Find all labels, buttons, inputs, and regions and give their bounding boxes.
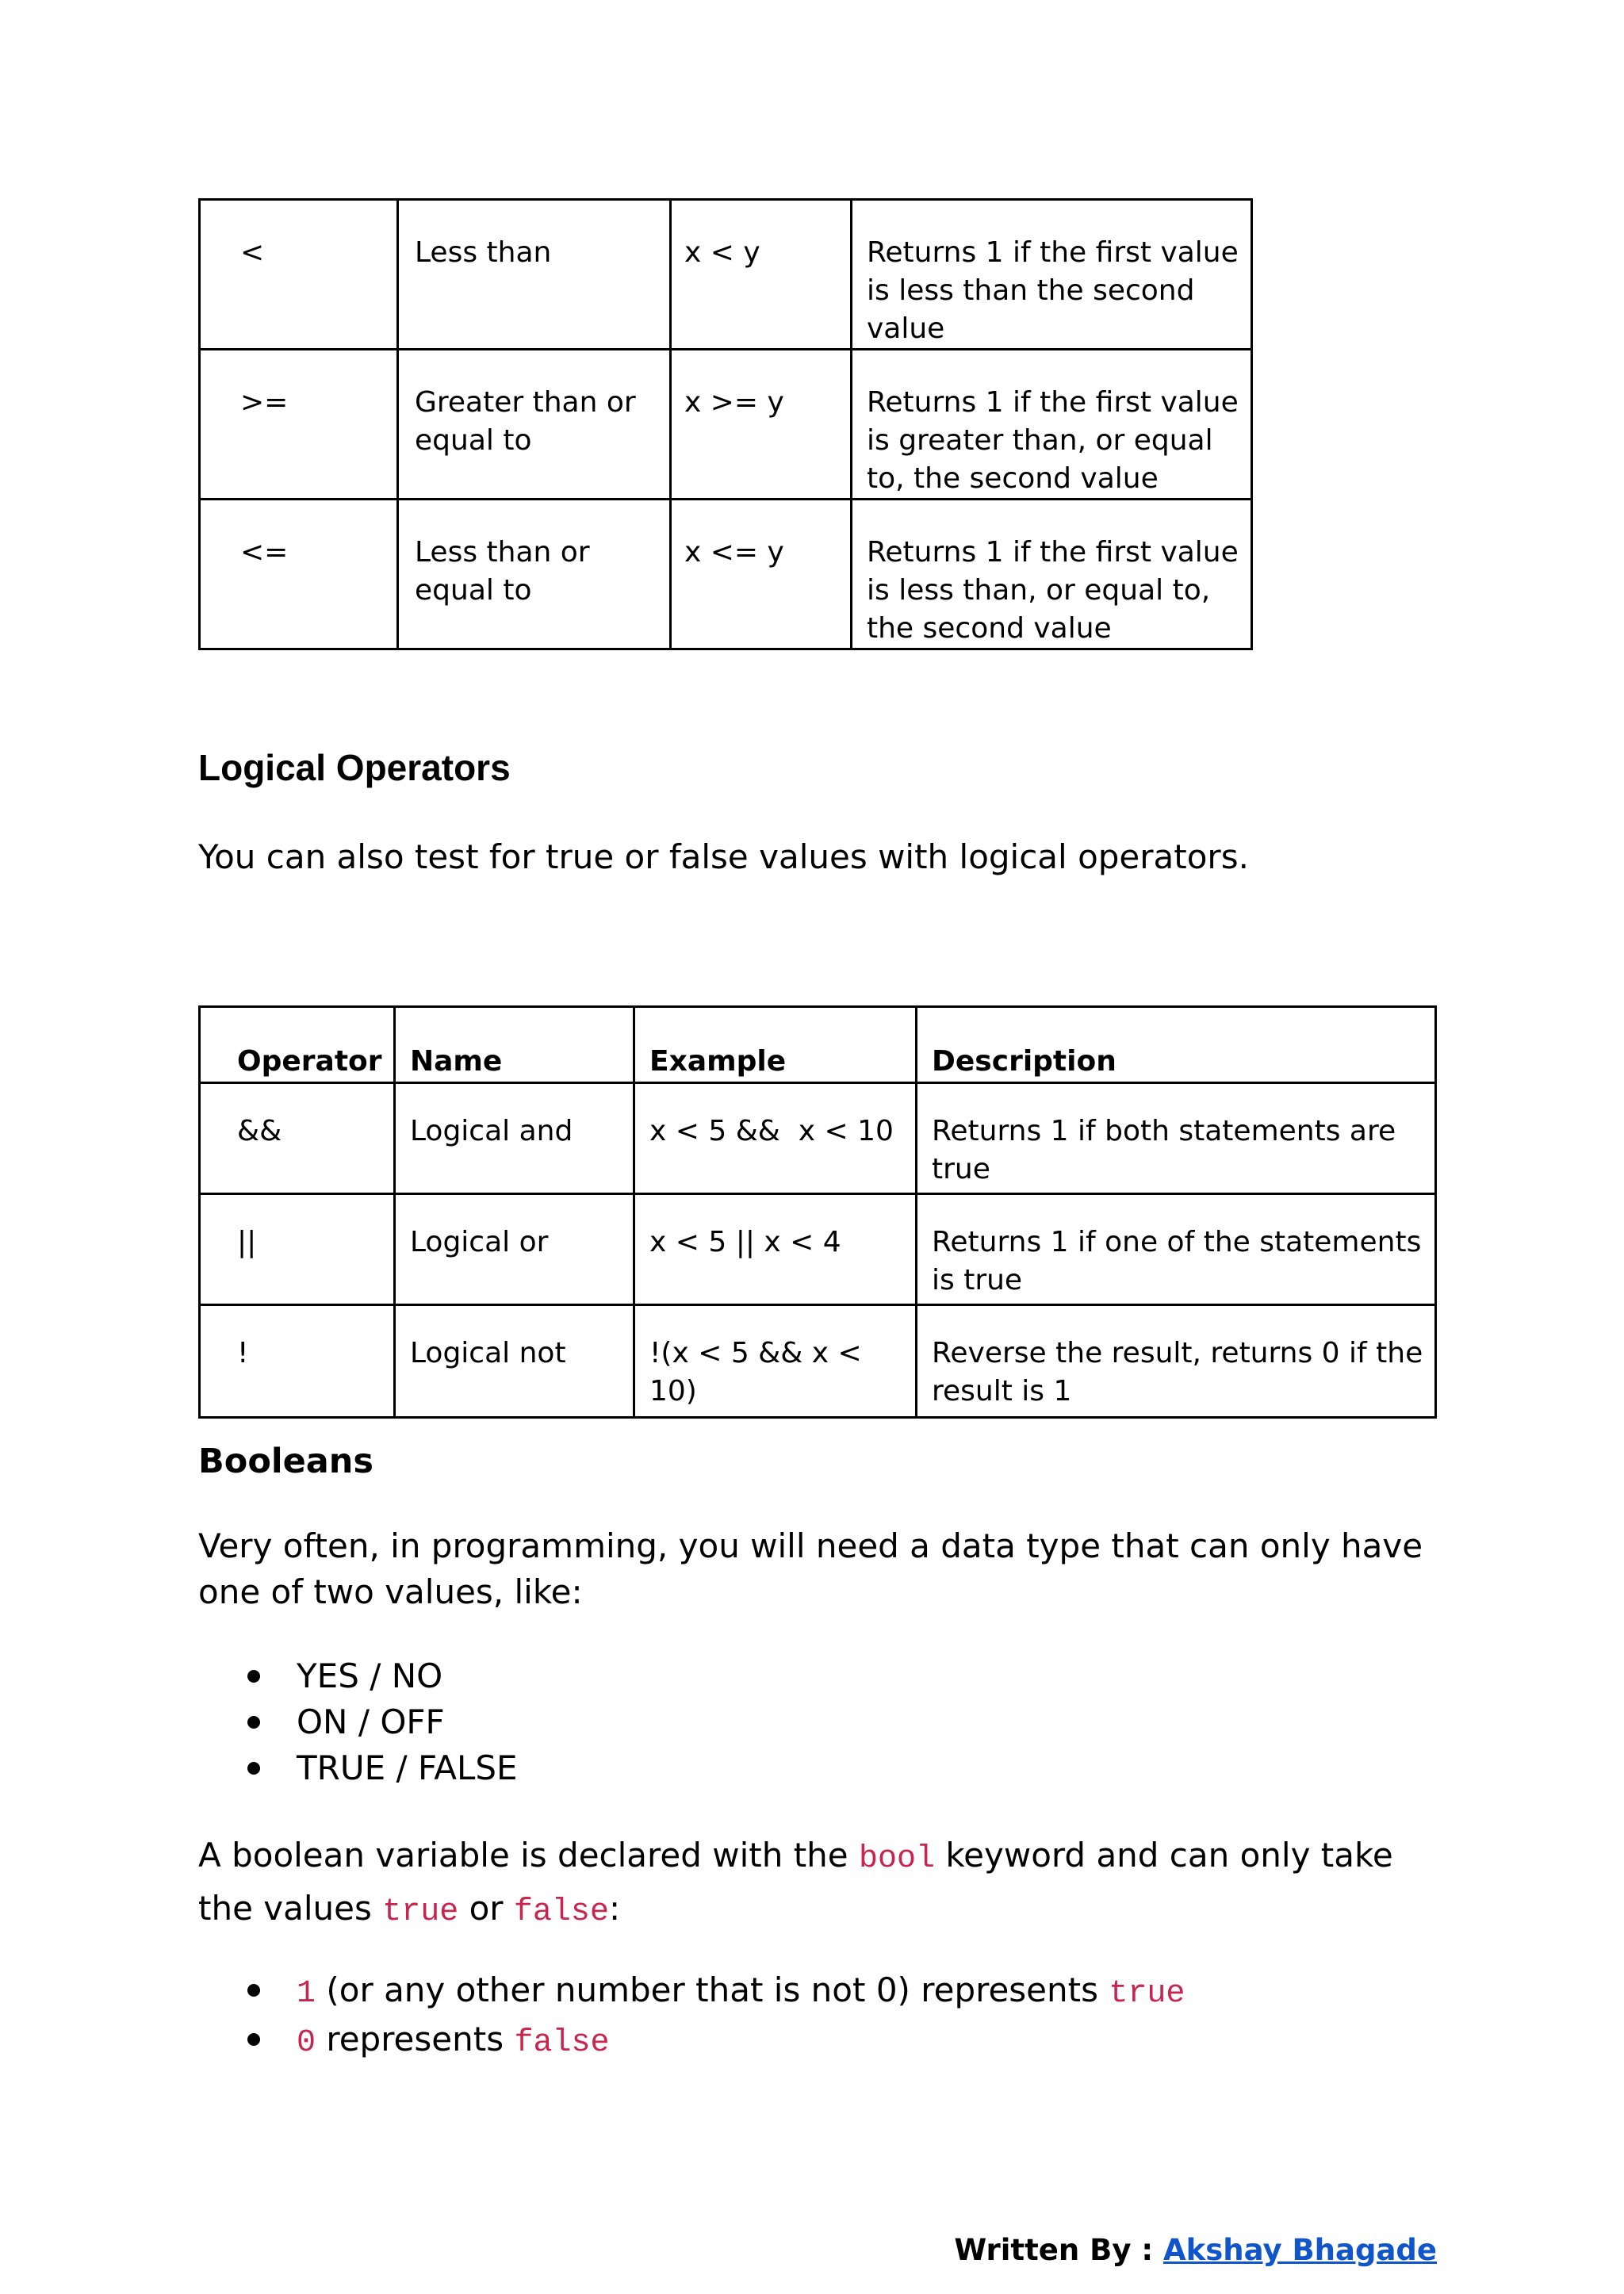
example-cell: x < 5 && x < 10: [634, 1083, 917, 1194]
table-row: [200, 1194, 1436, 1305]
list-item-text: represents: [316, 2020, 515, 2058]
bool-declaration-paragraph: [198, 1831, 1451, 1937]
boolean-values-list: [198, 1653, 518, 1791]
operator-cell: !: [200, 1305, 395, 1418]
example-cell: !(x < 5 && x < 10): [634, 1305, 917, 1418]
name-cell: Logical not: [395, 1305, 634, 1418]
operator-cell: >=: [200, 350, 398, 500]
logical-operators-table: [198, 1005, 1437, 1419]
author-credit: [954, 2232, 1437, 2269]
table-row: [200, 350, 1252, 500]
bullet-icon: [247, 1984, 260, 1997]
bullet-icon: [247, 1762, 260, 1775]
table-row: [200, 1083, 1436, 1194]
example-cell: x < 5 || x < 4: [634, 1194, 917, 1305]
booleans-intro-paragraph: Very often, in programming, you will need a data type that can only have one of two values, like:: [198, 1526, 1423, 1611]
name-cell: Less than: [398, 200, 671, 350]
code-value: 1: [297, 1976, 316, 2012]
code-keyword-true: true: [382, 1894, 459, 1930]
name-cell: Less than or equal to: [398, 500, 671, 649]
text-segment: keyword and can only take the values: [198, 1836, 1393, 1928]
example-cell: x <= y: [671, 500, 852, 649]
list-item: [198, 1745, 518, 1791]
table-row: [200, 500, 1252, 649]
section-heading-booleans: Booleans: [198, 1442, 373, 1481]
section-heading-logical-operators: Logical Operators: [198, 747, 511, 788]
column-header: Example: [634, 1007, 917, 1083]
list-item-text: ON / OFF: [297, 1702, 445, 1741]
bullet-icon: [247, 2033, 260, 2046]
list-item-text: TRUE / FALSE: [297, 1748, 518, 1787]
list-item: [198, 2015, 1185, 2064]
column-header: Name: [395, 1007, 634, 1083]
name-cell: Logical and: [395, 1083, 634, 1194]
logical-intro-paragraph: You can also test for true or false values with logical operators.: [198, 837, 1249, 876]
comparison-operators-table: [198, 198, 1253, 650]
column-header: Description: [917, 1007, 1436, 1083]
list-item: [198, 1699, 518, 1745]
text-segment: :: [608, 1889, 621, 1928]
description-cell: Returns 1 if the first value is greater than, or equal to, the second value: [852, 350, 1252, 500]
column-header: Operator: [200, 1007, 395, 1083]
name-cell: Greater than or equal to: [398, 350, 671, 500]
table-row: [200, 200, 1252, 350]
table-row: [200, 1305, 1436, 1418]
code-value: true: [1109, 1976, 1185, 2012]
name-cell: Logical or: [395, 1194, 634, 1305]
list-item-text: YES / NO: [297, 1656, 443, 1695]
operator-cell: <: [200, 200, 398, 350]
description-cell: Reverse the result, returns 0 if the result is 1: [917, 1305, 1436, 1418]
example-cell: x < y: [671, 200, 852, 350]
code-keyword-false: false: [513, 1894, 609, 1930]
author-link[interactable]: Akshay Bhagade: [1163, 2233, 1437, 2267]
description-cell: Returns 1 if both statements are true: [917, 1083, 1436, 1194]
text-segment: A boolean variable is declared with the: [198, 1836, 859, 1875]
text-segment: or: [458, 1889, 514, 1928]
operator-cell: <=: [200, 500, 398, 649]
description-cell: Returns 1 if one of the statements is true: [917, 1194, 1436, 1305]
boolean-representation-list: [198, 1966, 1185, 2064]
bullet-icon: [247, 1670, 260, 1683]
list-item: [198, 1966, 1185, 2015]
list-item-text: (or any other number that is not 0) represents: [316, 1970, 1109, 2009]
description-cell: Returns 1 if the first value is less than, or equal to, the second value: [852, 500, 1252, 649]
code-value: false: [514, 2025, 610, 2061]
example-cell: x >= y: [671, 350, 852, 500]
operator-cell: &&: [200, 1083, 395, 1194]
code-keyword-bool: bool: [858, 1841, 935, 1877]
table-header-row: [200, 1007, 1436, 1083]
code-value: 0: [297, 2025, 316, 2061]
bullet-icon: [247, 1716, 260, 1729]
description-cell: Returns 1 if the first value is less than the second value: [852, 200, 1252, 350]
footer-label: Written By :: [954, 2233, 1164, 2267]
list-item: [198, 1653, 518, 1699]
operator-cell: ||: [200, 1194, 395, 1305]
